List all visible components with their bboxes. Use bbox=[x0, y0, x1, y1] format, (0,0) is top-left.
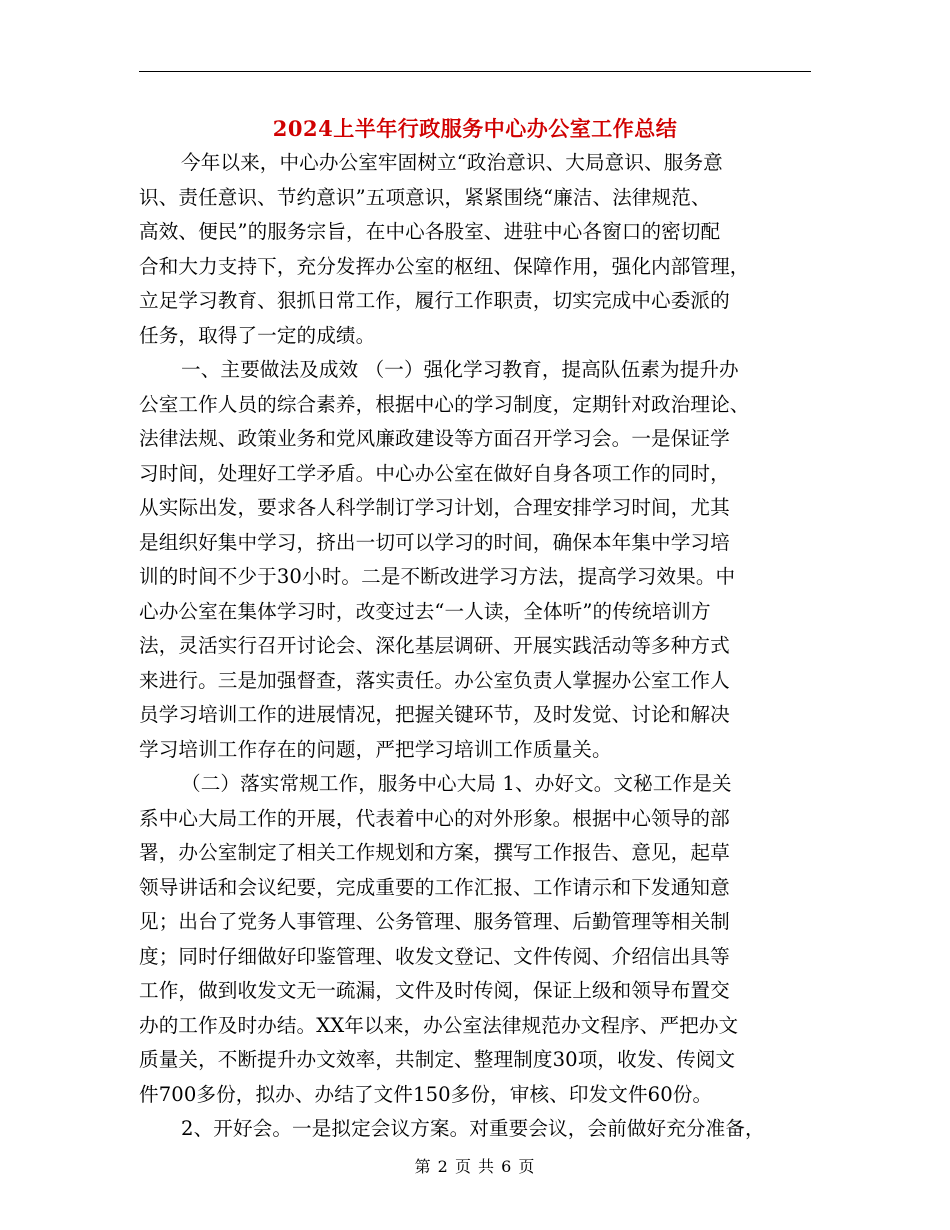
body-line: 法律法规、政策业务和党风廉政建设等方面召开学习会。一是保证学 bbox=[139, 427, 730, 450]
body-line: 合和大力支持下，充分发挥办公室的枢纽、保障作用，强化内部管理， bbox=[139, 254, 750, 278]
body-line: 是组织好集中学习，挤出一切可以学习的时间，确保本年集中学习培 bbox=[139, 530, 730, 554]
body-line: 件700多份，拟办、办结了文件150多份，审核、印发文件60份。 bbox=[139, 1082, 713, 1106]
body-line: 领导讲话和会议纪要，完成重要的工作汇报、工作请示和下发通知意 bbox=[139, 875, 730, 899]
body-line: 系中心大局工作的开展，代表着中心的对外形象。根据中心领导的部 bbox=[139, 806, 730, 830]
body-line: 今年以来，中心办公室牢固树立“政治意识、大局意识、服务意 bbox=[181, 151, 723, 174]
body-line: 来进行。三是加强督查，落实责任。办公室负责人掌握办公室工作人 bbox=[139, 668, 730, 692]
body-line: 习时间，处理好工学矛盾。中心办公室在做好自身各项工作的同时， bbox=[139, 461, 730, 485]
body-line: 一、主要做法及成效 （一）强化学习教育，提高队伍素为提升办 bbox=[181, 358, 739, 381]
body-line: 任务，取得了一定的成绩。 bbox=[139, 323, 376, 347]
document-title: 2024上半年行政服务中心办公室工作总结 bbox=[272, 116, 678, 141]
body-line: 办的工作及时办结。XX年以来，办公室法律规范办文程序、严把办文 bbox=[139, 1013, 739, 1037]
page-footer: 第 2 页 共 6 页 bbox=[414, 1157, 536, 1176]
body-line: 高效、便民”的服务宗旨，在中心各股室、进驻中心各窗口的密切配 bbox=[139, 220, 721, 243]
body-line: 学习培训工作存在的问题，严把学习培训工作质量关。 bbox=[139, 737, 612, 761]
body-line: 心办公室在集体学习时，改变过去“一人读，全体听”的传统培训方 bbox=[139, 599, 711, 623]
body-line: 法，灵活实行召开讨论会、深化基层调研、开展实践活动等多种方式 bbox=[139, 634, 730, 657]
body-line: 识、责任意识、节约意识”五项意识，紧紧围绕“廉洁、法律规范、 bbox=[139, 185, 711, 209]
body-line: 训的时间不少于30小时。二是不断改进学习方法，提高学习效果。中 bbox=[139, 565, 736, 588]
body-line: 度；同时仔细做好印鉴管理、收发文登记、文件传阅、介绍信出具等 bbox=[139, 944, 730, 968]
body-line: 工作，做到收发文无一疏漏，文件及时传阅，保证上级和领导布置交 bbox=[139, 979, 730, 1002]
body-line: （二）落实常规工作，服务中心大局 1、办好文。文秘工作是关 bbox=[181, 772, 732, 795]
body-line: 立足学习教育、狠抓日常工作，履行工作职责，切实完成中心委派的 bbox=[139, 289, 730, 312]
body-line: 质量关，不断提升办文效率，共制定、整理制度30项，收发、传阅文 bbox=[139, 1048, 736, 1071]
body-line: 公室工作人员的综合素养，根据中心的学习制度，定期针对政治理论、 bbox=[139, 392, 750, 416]
body-line: 署，办公室制定了相关工作规划和方案，撰写工作报告、意见，起草 bbox=[139, 841, 730, 864]
body-line: 见；出台了党务人事管理、公务管理、服务管理、后勤管理等相关制 bbox=[139, 910, 730, 933]
header-rule bbox=[139, 71, 811, 72]
body-line: 从实际出发，要求各人科学制订学习计划，合理安排学习时间，尤其 bbox=[139, 496, 730, 519]
document-body bbox=[139, 146, 815, 1147]
body-line: 员学习培训工作的进展情况，把握关键环节，及时发觉、讨论和解决 bbox=[139, 703, 730, 726]
body-line: 2、开好会。一是拟定会议方案。对重要会议，会前做好充分准备， bbox=[181, 1117, 765, 1140]
